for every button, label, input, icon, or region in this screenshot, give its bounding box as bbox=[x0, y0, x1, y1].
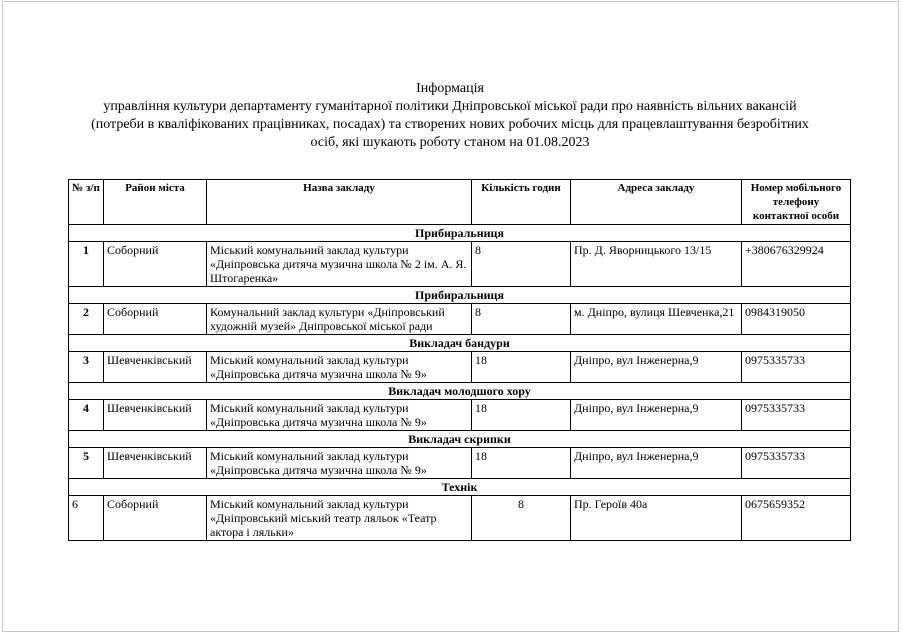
cell-district: Шевченківський bbox=[104, 448, 207, 479]
section-row bbox=[69, 287, 851, 304]
header-institution: Назва закладу bbox=[207, 180, 472, 225]
section-row bbox=[69, 335, 851, 352]
section-position: Викладач бандури bbox=[69, 335, 851, 352]
table-row bbox=[69, 496, 851, 541]
cell-num: 4 bbox=[69, 400, 104, 431]
heading-line-4: осіб, які шукають роботу станом на 01.08.2023 bbox=[310, 135, 590, 150]
cell-address: Пр. Д. Яворницького 13/15 bbox=[571, 242, 742, 287]
cell-phone: 0975335733 bbox=[742, 448, 851, 479]
heading-line-2: управління культури департаменту гуманітарної політики Дніпровської міської ради про наявність вільних вакансій bbox=[103, 99, 797, 114]
header-phone: Номер мобільного телефону контактної особи bbox=[742, 180, 851, 225]
cell-num: 5 bbox=[69, 448, 104, 479]
cell-hours: 18 bbox=[472, 448, 571, 479]
vacancies-table bbox=[68, 179, 851, 541]
cell-phone: 0984319050 bbox=[742, 304, 851, 335]
cell-district: Соборний bbox=[104, 242, 207, 287]
cell-address: м. Дніпро, вулиця Шевченка,21 bbox=[571, 304, 742, 335]
cell-phone: 0975335733 bbox=[742, 400, 851, 431]
table-header-row bbox=[69, 180, 851, 225]
heading-line-3: (потреби в кваліфікованих працівниках, посадах) та створених нових робочих місць для працевлаштування безробітних bbox=[91, 117, 809, 132]
table-row bbox=[69, 352, 851, 383]
cell-phone: +380676329924 bbox=[742, 242, 851, 287]
cell-num: 1 bbox=[69, 242, 104, 287]
section-position: Викладач скрипки bbox=[69, 431, 851, 448]
header-num: № з/п bbox=[69, 180, 104, 225]
cell-num: 2 bbox=[69, 304, 104, 335]
cell-hours: 18 bbox=[472, 400, 571, 431]
cell-district: Шевченківський bbox=[104, 352, 207, 383]
cell-phone: 0675659352 bbox=[742, 496, 851, 541]
heading-title: Інформація bbox=[416, 81, 484, 96]
cell-hours: 8 bbox=[472, 304, 571, 335]
section-row bbox=[69, 431, 851, 448]
table-row bbox=[69, 448, 851, 479]
section-position: Викладач молодшого хору bbox=[69, 383, 851, 400]
section-row bbox=[69, 479, 851, 496]
cell-district: Соборний bbox=[104, 496, 207, 541]
cell-address: Пр. Героїв 40а bbox=[571, 496, 742, 541]
cell-institution: Міський комунальний заклад культури «Дніпровська дитяча музична школа № 9» bbox=[207, 448, 472, 479]
cell-hours: 18 bbox=[472, 352, 571, 383]
cell-hours: 8 bbox=[472, 496, 571, 541]
cell-num: 6 bbox=[69, 496, 104, 541]
table-row bbox=[69, 304, 851, 335]
section-position: Технік bbox=[69, 479, 851, 496]
table-row bbox=[69, 400, 851, 431]
cell-hours: 8 bbox=[472, 242, 571, 287]
section-position: Прибиральниця bbox=[69, 225, 851, 242]
cell-institution: Міський комунальний заклад культури «Дніпровський міський театр ляльок «Театр актора і ляльки» bbox=[207, 496, 472, 541]
cell-address: Дніпро, вул Інженерна,9 bbox=[571, 448, 742, 479]
cell-institution: Міський комунальний заклад культури «Дніпровська дитяча музична школа № 2 ім. А. Я. Штогаренка» bbox=[207, 242, 472, 287]
cell-institution: Міський комунальний заклад культури «Дніпровська дитяча музична школа № 9» bbox=[207, 400, 472, 431]
section-position: Прибиральниця bbox=[69, 287, 851, 304]
cell-address: Дніпро, вул Інженерна,9 bbox=[571, 400, 742, 431]
section-row bbox=[69, 225, 851, 242]
section-row bbox=[69, 383, 851, 400]
header-address: Адреса закладу bbox=[571, 180, 742, 225]
header-district: Район міста bbox=[104, 180, 207, 225]
document-heading bbox=[60, 80, 840, 152]
table-row bbox=[69, 242, 851, 287]
cell-institution: Міський комунальний заклад культури «Дніпровська дитяча музична школа № 9» bbox=[207, 352, 472, 383]
header-hours: Кількість годин bbox=[472, 180, 571, 225]
cell-district: Соборний bbox=[104, 304, 207, 335]
cell-num: 3 bbox=[69, 352, 104, 383]
cell-phone: 0975335733 bbox=[742, 352, 851, 383]
cell-district: Шевченківський bbox=[104, 400, 207, 431]
cell-institution: Комунальний заклад культури «Дніпровський художній музей» Дніпровської міської ради bbox=[207, 304, 472, 335]
cell-address: Дніпро, вул Інженерна,9 bbox=[571, 352, 742, 383]
